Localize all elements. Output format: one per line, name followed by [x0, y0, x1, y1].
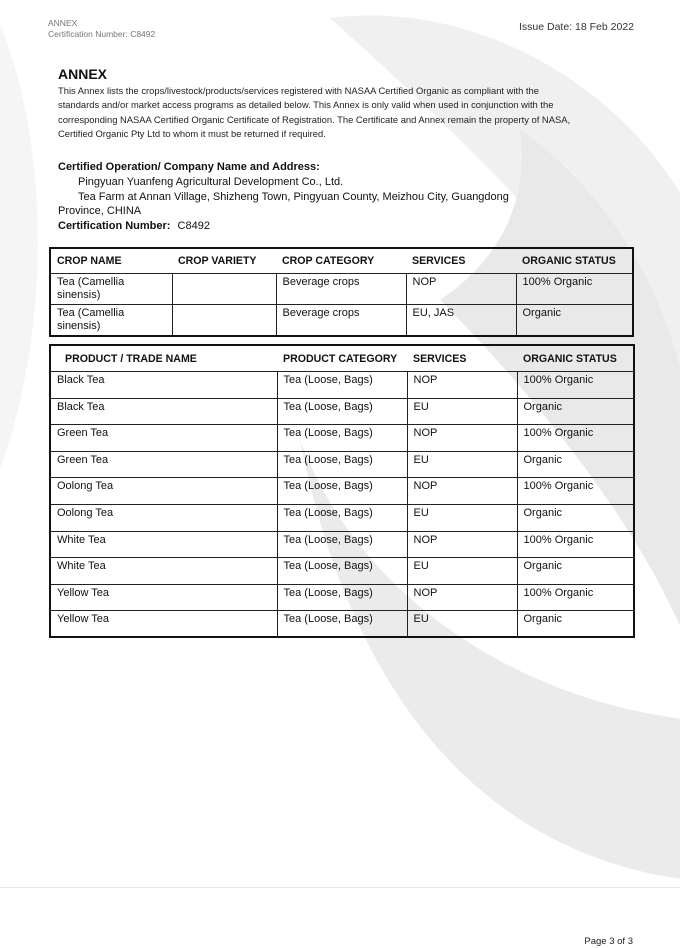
organic-status-cell: Organic — [517, 611, 634, 638]
organic-status-cell: Organic — [517, 451, 634, 478]
operation-label: Certified Operation/ Company Name and Address: — [58, 161, 320, 173]
certification-number-value: C8492 — [177, 219, 210, 232]
column-header: CROP NAME — [50, 248, 172, 274]
services-cell: NOP — [407, 478, 517, 505]
address-line-1: Tea Farm at Annan Village, Shizheng Town, Pingyuan County, Meizhou City, Guangdong — [78, 190, 509, 203]
product-category-cell: Tea (Loose, Bags) — [277, 584, 407, 611]
organic-status-cell: 100% Organic — [517, 531, 634, 558]
table-row — [50, 398, 634, 425]
table-row — [50, 611, 634, 638]
product-category-cell: Tea (Loose, Bags) — [277, 451, 407, 478]
services-cell: EU — [407, 558, 517, 585]
product-name-cell: Oolong Tea — [50, 478, 277, 505]
page-number: Page 3 of 3 — [584, 936, 633, 947]
crop-table — [49, 247, 634, 337]
issue-date: Issue Date: 18 Feb 2022 — [519, 21, 634, 33]
services-cell: EU, JAS — [406, 305, 516, 337]
annex-intro — [58, 84, 624, 142]
product-category-cell: Tea (Loose, Bags) — [277, 372, 407, 399]
table-row — [50, 451, 634, 478]
column-header: CROP VARIETY — [172, 248, 276, 274]
product-category-cell: Tea (Loose, Bags) — [277, 425, 407, 452]
crop-variety-cell — [172, 274, 276, 305]
services-cell: NOP — [407, 372, 517, 399]
table-row — [50, 274, 633, 305]
organic-status-cell: Organic — [516, 305, 633, 337]
organic-status-cell: 100% Organic — [517, 584, 634, 611]
crop-category-cell: Beverage crops — [276, 274, 406, 305]
crop-name-cell: Tea (Camellia sinensis) — [50, 305, 172, 337]
certification-number-label: Certification Number: — [58, 219, 171, 232]
header-doc-type: ANNEX — [48, 18, 78, 28]
services-cell: EU — [407, 451, 517, 478]
column-header: SERVICES — [406, 248, 516, 274]
intro-line: standards and/or market access programs as detailed below. This Annex is only valid when used in conjunction with the — [58, 99, 554, 111]
product-category-cell: Tea (Loose, Bags) — [277, 558, 407, 585]
crop-table-header-row — [50, 248, 633, 274]
product-category-cell: Tea (Loose, Bags) — [277, 478, 407, 505]
organic-status-cell: Organic — [517, 398, 634, 425]
services-cell: NOP — [407, 584, 517, 611]
page-header-left — [48, 18, 155, 40]
product-name-cell: Yellow Tea — [50, 584, 277, 611]
annex-title: ANNEX — [58, 66, 108, 82]
table-row — [50, 531, 634, 558]
services-cell: EU — [407, 611, 517, 638]
column-header: PRODUCT / TRADE NAME — [50, 345, 277, 372]
product-category-cell: Tea (Loose, Bags) — [277, 398, 407, 425]
table-row — [50, 478, 634, 505]
product-name-cell: Green Tea — [50, 425, 277, 452]
table-row — [50, 425, 634, 452]
organic-status-cell: 100% Organic — [517, 478, 634, 505]
certified-operation-block — [58, 161, 628, 234]
column-header: ORGANIC STATUS — [517, 345, 634, 372]
table-row — [50, 305, 633, 337]
product-name-cell: Black Tea — [50, 398, 277, 425]
certification-number-row — [58, 220, 628, 235]
crop-variety-cell — [172, 305, 276, 337]
table-row — [50, 372, 634, 399]
intro-line: Certified Organic Pty Ltd to whom it must be returned if required. — [58, 128, 326, 140]
column-header: SERVICES — [407, 345, 517, 372]
organic-status-cell: 100% Organic — [517, 372, 634, 399]
product-name-cell: White Tea — [50, 531, 277, 558]
intro-line: This Annex lists the crops/livestock/products/services registered with NASAA Certified Organic as compliant with the — [58, 85, 539, 96]
column-header: PRODUCT CATEGORY — [277, 345, 407, 372]
product-name-cell: Oolong Tea — [50, 504, 277, 531]
product-name-cell: Yellow Tea — [50, 611, 277, 638]
address-line-2: Province, CHINA — [58, 205, 142, 217]
table-row — [50, 558, 634, 585]
services-cell: NOP — [406, 274, 516, 305]
product-category-cell: Tea (Loose, Bags) — [277, 531, 407, 558]
intro-line: corresponding NASAA Certified Organic Certificate of Registration. The Certificate and Annex remain the property of NASA, — [58, 113, 571, 125]
crop-category-cell: Beverage crops — [276, 305, 406, 337]
table-row — [50, 584, 634, 611]
product-name-cell: White Tea — [50, 558, 277, 585]
organic-status-cell: 100% Organic — [516, 274, 633, 305]
footer-divider — [0, 887, 680, 888]
product-category-cell: Tea (Loose, Bags) — [277, 611, 407, 638]
product-table-header-row — [50, 345, 634, 372]
header-cert-number: Certification Number: C8492 — [48, 29, 156, 39]
product-name-cell: Green Tea — [50, 451, 277, 478]
organic-status-cell: Organic — [517, 558, 634, 585]
table-row — [50, 504, 634, 531]
column-header: CROP CATEGORY — [276, 248, 406, 274]
services-cell: NOP — [407, 425, 517, 452]
company-name: Pingyuan Yuanfeng Agricultural Development Co., Ltd. — [78, 176, 344, 188]
product-table — [49, 344, 635, 638]
organic-status-cell: 100% Organic — [517, 425, 634, 452]
crop-name-cell: Tea (Camellia sinensis) — [50, 274, 172, 305]
organic-status-cell: Organic — [517, 504, 634, 531]
product-name-cell: Black Tea — [50, 372, 277, 399]
column-header: ORGANIC STATUS — [516, 248, 633, 274]
watermark-swoosh-left — [0, 25, 38, 470]
services-cell: NOP — [407, 531, 517, 558]
services-cell: EU — [407, 504, 517, 531]
product-category-cell: Tea (Loose, Bags) — [277, 504, 407, 531]
services-cell: EU — [407, 398, 517, 425]
